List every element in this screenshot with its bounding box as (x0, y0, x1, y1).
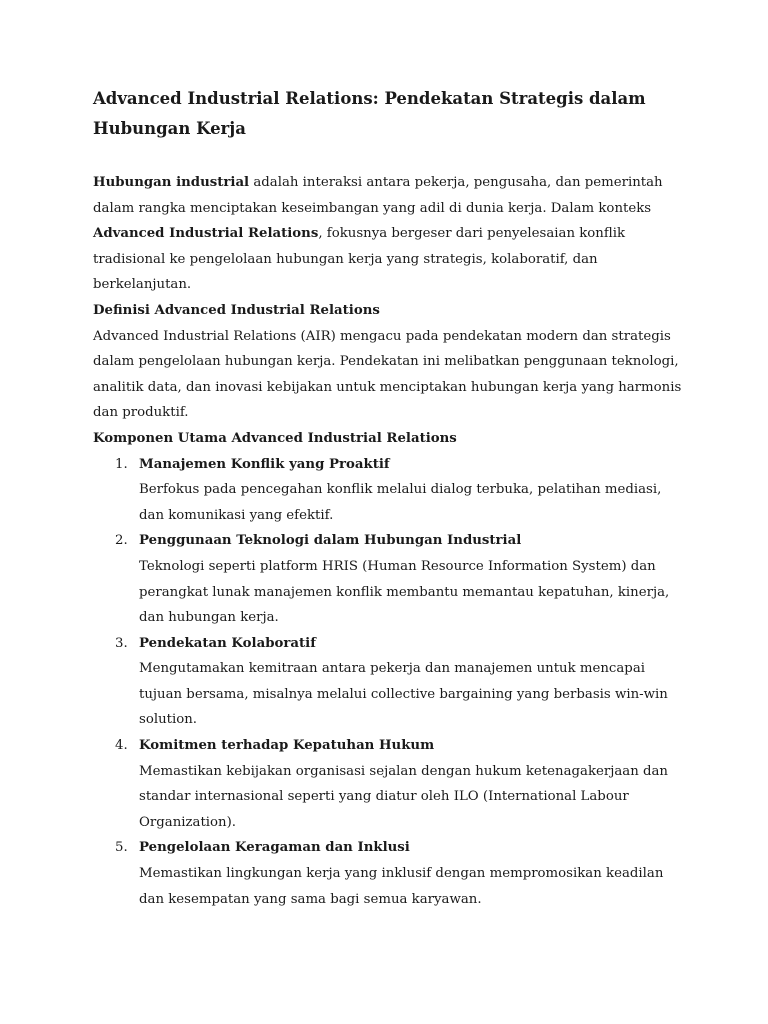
definition-heading: Definisi Advanced Industrial Relations (93, 302, 380, 318)
list-item-number: 4. (115, 738, 128, 754)
list-item-title: Pendekatan Kolaboratif (139, 635, 316, 651)
components-list (93, 452, 683, 913)
definition-paragraph: Advanced Industrial Relations (AIR) mengacu pada pendekatan modern dan strategis dalam pengelolaan hubungan kerja. Pendekatan ini melibatkan penggunaan teknologi, analitik data, dan inovasi kebijakan untuk menciptakan hubungan kerja yang harmonis dan produktif. (93, 328, 682, 421)
list-item-description: Memastikan kebijakan organisasi sejalan dengan hukum ketenagakerjaan dan standar internasional seperti yang diatur oleh ILO (International Labour Organization). (139, 763, 668, 830)
document-page (93, 84, 683, 912)
list-item-number: 5. (115, 840, 128, 856)
list-item-description: Memastikan lingkungan kerja yang inklusif dengan mempromosikan keadilan dan kesempatan yang sama bagi semua karyawan. (139, 866, 664, 907)
list-item-number: 2. (115, 533, 128, 549)
list-item-title: Penggunaan Teknologi dalam Hubungan Industrial (139, 533, 522, 549)
intro-bold-term: Hubungan industrial (93, 175, 250, 190)
spacer (93, 144, 683, 170)
intro-bold-term-2: Advanced Industrial Relations (93, 226, 319, 242)
list-item (93, 528, 683, 630)
intro-text-2: , fokusnya bergeser dari penyelesaian konflik tradisional ke pengelolaan hubungan kerja yang strategis, kolaboratif, dan berkelanjutan. (93, 226, 626, 293)
components-heading: Komponen Utama Advanced Industrial Relations (93, 430, 457, 446)
list-item-number: 3. (115, 635, 128, 651)
list-item (93, 452, 683, 529)
intro-text-1: adalah interaksi antara pekerja, pengusaha, dan pemerintah dalam rangka menciptakan keseimbangan yang adil di dunia kerja. Dalam konteks (93, 175, 663, 216)
document-title: Advanced Industrial Relations: Pendekatan Strategis dalam Hubungan Kerja (93, 89, 646, 138)
list-item-title: Komitmen terhadap Kepatuhan Hukum (139, 738, 435, 754)
list-item-description: Mengutamakan kemitraan antara pekerja dan manajemen untuk mencapai tujuan bersama, misalnya melalui collective bargaining yang berbasis win-win solution. (139, 661, 668, 728)
list-item-description: Berfokus pada pencegahan konflik melalui dialog terbuka, pelatihan mediasi, dan komunikasi yang efektif. (139, 482, 662, 523)
list-item-number: 1. (115, 456, 128, 472)
list-item (93, 835, 683, 912)
list-item-title: Pengelolaan Keragaman dan Inklusi (139, 840, 410, 856)
list-item (93, 631, 683, 733)
list-item-description: Teknologi seperti platform HRIS (Human Resource Information System) dan perangkat lunak manajemen konflik membantu memantau kepatuhan, kinerja, dan hubungan kerja. (139, 558, 670, 626)
list-item (93, 733, 683, 835)
list-item-title: Manajemen Konflik yang Proaktif (139, 456, 390, 472)
intro-paragraph (93, 170, 683, 298)
